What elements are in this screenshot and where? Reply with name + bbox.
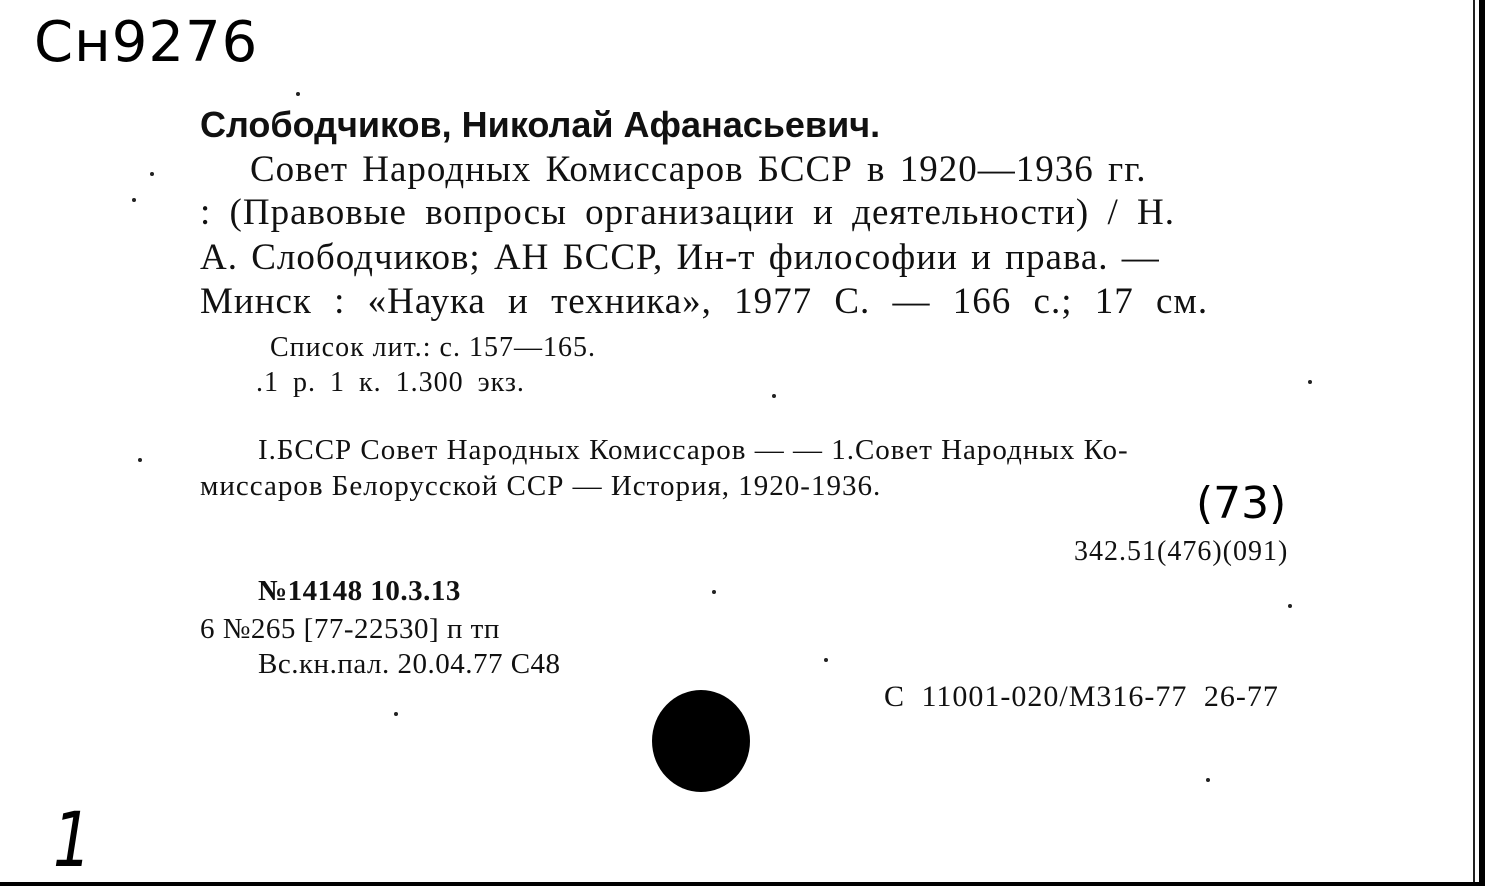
speck bbox=[824, 658, 828, 662]
bibliography-note: Список лит.: с. 157—165. bbox=[270, 332, 596, 363]
registration-line-3: Вс.кн.пал. 20.04.77 С48 bbox=[258, 648, 561, 680]
handwritten-number: 1 bbox=[52, 795, 92, 884]
title-line-4: Минск : «Наука и техника», 1977 С. — 166 с.; 17 см. bbox=[200, 281, 1209, 322]
punch-hole bbox=[652, 690, 750, 792]
speck bbox=[1308, 380, 1312, 384]
speck bbox=[1288, 604, 1292, 608]
speck bbox=[150, 172, 154, 176]
bbk-code: С 11001-020/М316-77 26-77 bbox=[884, 680, 1279, 713]
title-line-1: Совет Народных Комиссаров БССР в 1920—1936 гг. bbox=[250, 149, 1147, 190]
card-edge-line bbox=[1473, 0, 1475, 886]
registration-line-2: 6 №265 [77-22530] п тп bbox=[200, 613, 500, 645]
speck bbox=[772, 394, 776, 398]
speck bbox=[394, 712, 398, 716]
subject-line-1: I.БССР Совет Народных Комиссаров — — 1.Совет Народных Ко- bbox=[258, 434, 1129, 466]
title-line-3: А. Слободчиков; АН БССР, Ин-т философии и права. — bbox=[200, 237, 1160, 278]
registration-line-1: №14148 10.3.13 bbox=[258, 575, 461, 607]
author-heading: Слободчиков, Николай Афанасьевич. bbox=[200, 104, 881, 145]
card-right-edge bbox=[1479, 0, 1485, 886]
handwritten-annotation: (73) bbox=[1196, 478, 1287, 529]
speck bbox=[138, 458, 142, 462]
handwritten-code: Сн9276 bbox=[34, 10, 259, 75]
speck bbox=[296, 92, 300, 96]
card-bottom-edge bbox=[0, 882, 1485, 886]
speck bbox=[132, 198, 136, 202]
speck bbox=[712, 590, 716, 594]
price-and-print-run: .1 р. 1 к. 1.300 экз. bbox=[256, 367, 525, 398]
title-line-2: : (Правовые вопросы организации и деятельности) / Н. bbox=[200, 192, 1176, 233]
speck bbox=[1206, 778, 1210, 782]
udc-classification: 342.51(476)(091) bbox=[1074, 536, 1289, 567]
subject-line-2: миссаров Белорусской ССР — История, 1920-1936. bbox=[200, 470, 882, 502]
